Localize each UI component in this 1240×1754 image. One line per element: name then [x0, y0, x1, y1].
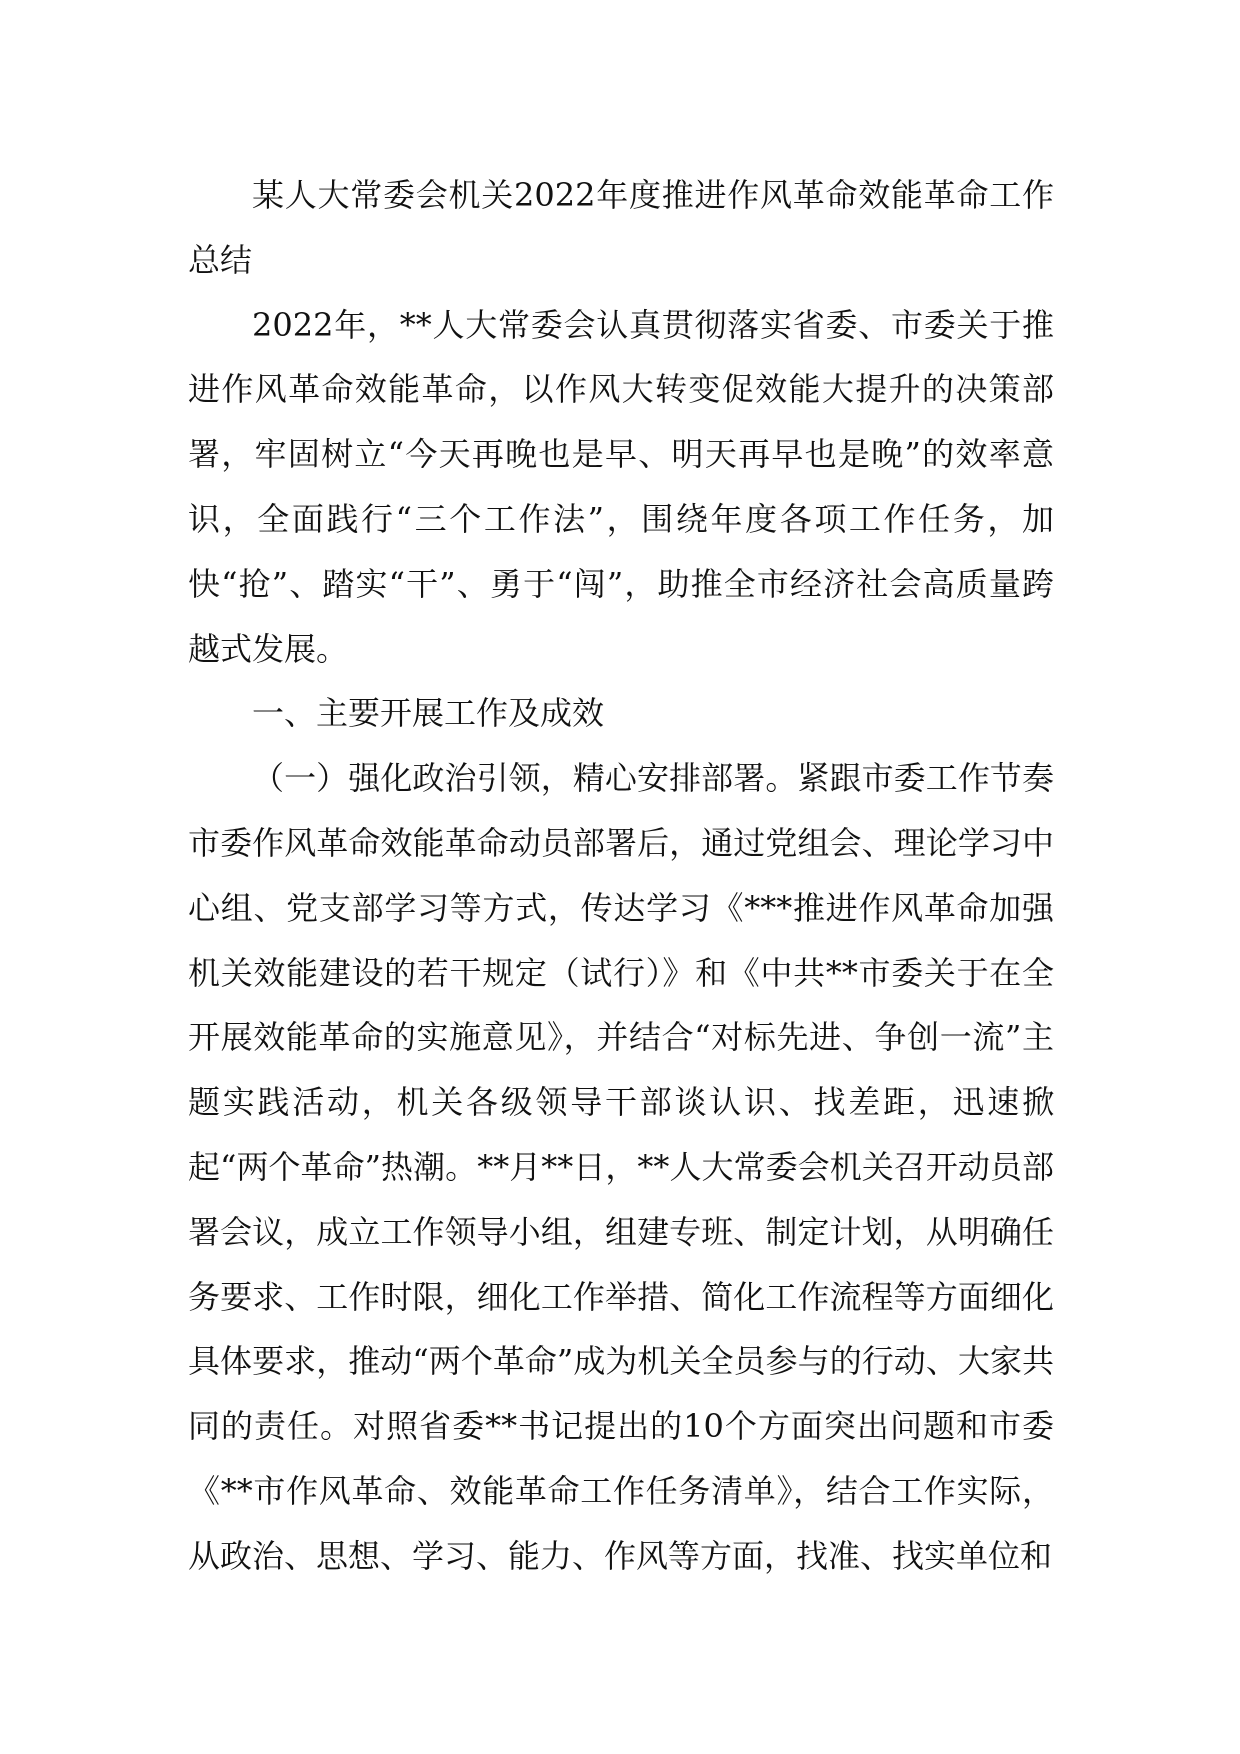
intro-paragraph: 2022年，**人大常委会认真贯彻落实省委、市委关于推进作风革命效能革命，以作风大转变促效能大提升的决策部署，牢固树立“今天再晚也是早、明天再早也是晚”的效率意识，全面践行“三个工作法”，围绕年度各项工作任务，加快“抢”、踏实“干”、勇于“闯”，助推全市经济社会高质量跨越式发展。 — [188, 305, 1054, 668]
document-body — [188, 163, 1054, 1589]
document-title: 某人大常委会机关2022年度推进作风革命效能革命工作总结 — [188, 176, 1054, 279]
subsection-paragraph: （一）强化政治引领，精心安排部署。紧跟市委工作节奏市委作风革命效能革命动员部署后，通过党组会、理论学习中心组、党支部学习等方式，传达学习《***推进作风革命加强机关效能建设的若干规定（试行）》和《中共**市委关于在全开展效能革命的实施意见》，并结合“对标先进、争创一流”主题实践活动，机关各级领导干部谈认识、找差距，迅速掀起“两个革命”热潮。**月**日，**人大常委会机关召开动员部署会议，成立工作领导小组，组建专班、制定计划，从明确任务要求、工作时限，细化工作举措、简化工作流程等方面细化具体要求，推动“两个革命”成为机关全员参与的行动、大家共同的责任。对照省委**书记提出的10个方面突出问题和市委《**市作风革命、效能革命工作任务清单》，结合工作实际，从政治、思想、学习、能力、作风等方面，找准、找实单位和 — [188, 759, 1054, 1575]
section-heading: 一、主要开展工作及成效 — [252, 694, 605, 733]
